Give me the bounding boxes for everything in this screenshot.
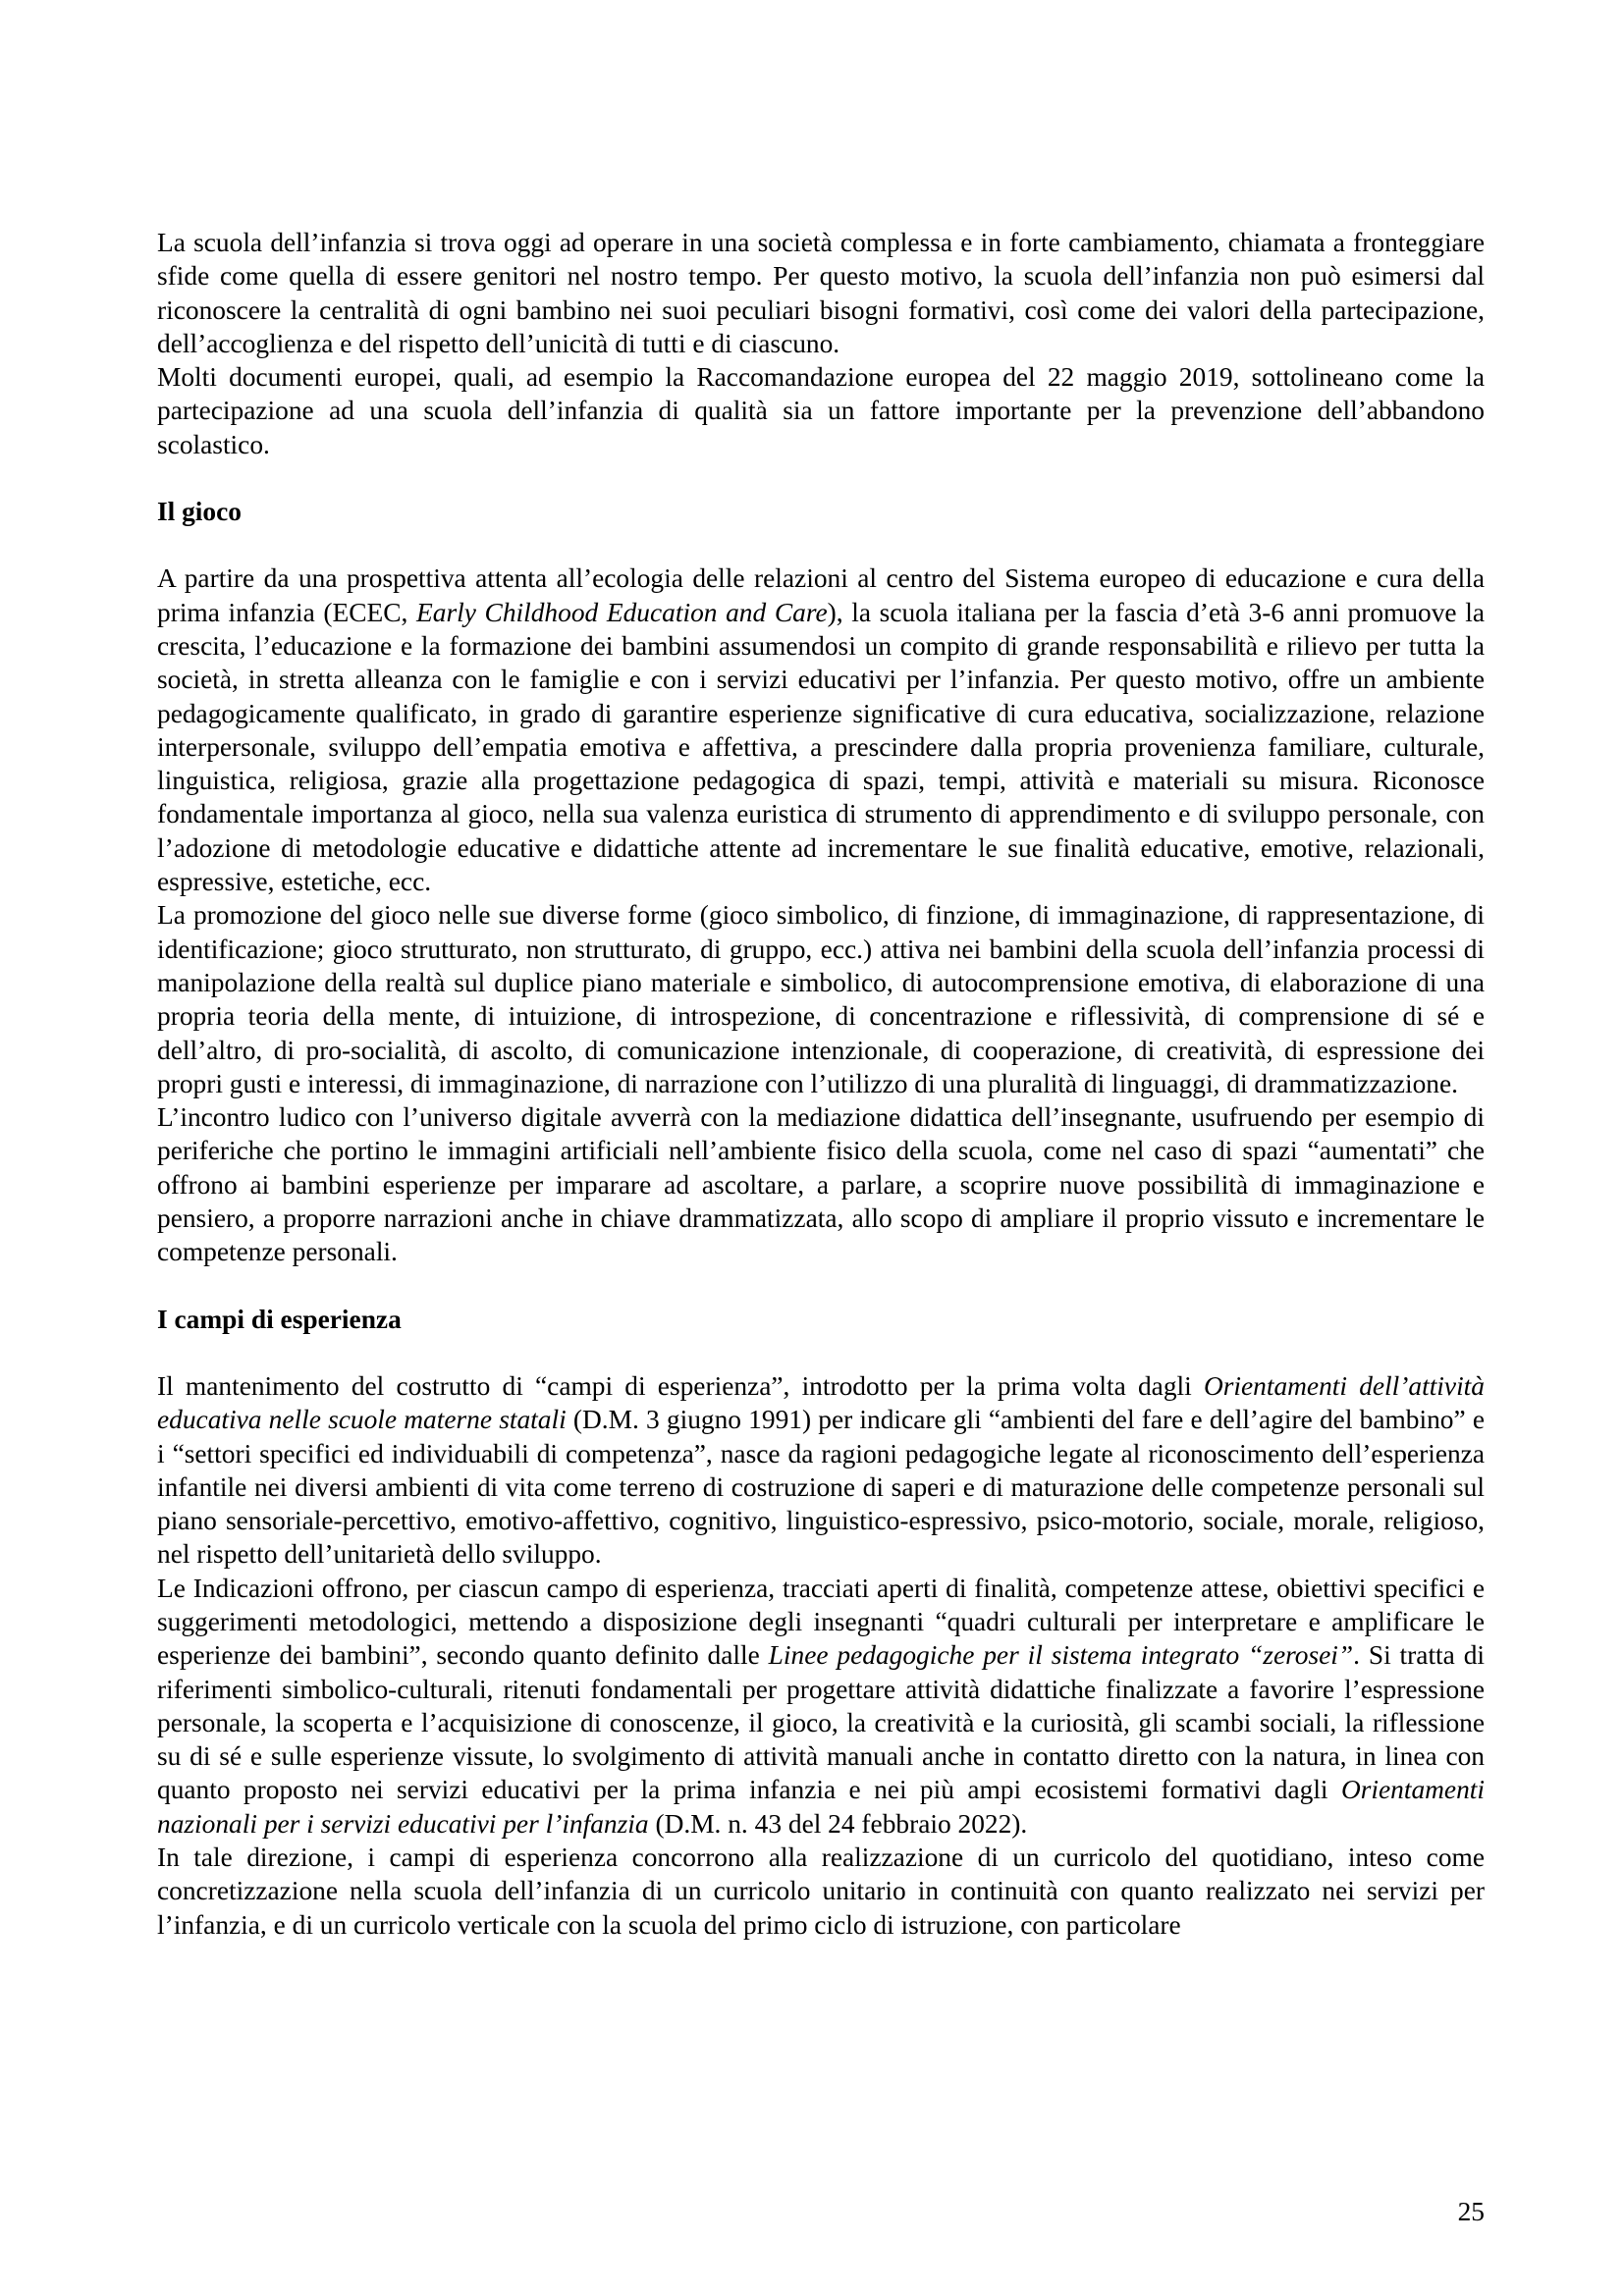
campi-p2-text-e: (D.M. n. 43 del 24 febbraio 2022). bbox=[648, 1808, 1028, 1839]
campi-p2-text-c: . Si tratta di riferimenti simbolico-culturali, ritenuti fondamentali per progettare attività didattiche finalizzate a favorire l’espressione personale, la scoperta e l’acquisizione di conoscenze, il gioco, la creatività e la curiosità, gli scambi sociali, la riflessione su di sé e sulle esperienze vissute, lo svolgimento di attività manuali anche in contatto diretto con la natura, in linea con quanto proposto nei servizi educativi per la prima infanzia e nei più ampi ecosistemi formativi dagli bbox=[157, 1640, 1485, 1805]
heading-campi-di-esperienza: I campi di esperienza bbox=[157, 1304, 402, 1334]
campi-p1-text-a: Il mantenimento del costrutto di “campi di esperienza”, introdotto per la prima volta dagli bbox=[157, 1370, 1204, 1401]
campi-paragraph-2 bbox=[157, 1572, 1485, 1841]
campi-p2-italic-orientamenti-nazionali: Orientamenti nazionali per i servizi educativi per l’infanzia bbox=[157, 1775, 1485, 1839]
page-number: 25 bbox=[1457, 2197, 1485, 2226]
campi-p2-text-a: Le Indicazioni offrono, per ciascun campo di esperienza, tracciati aperti di finalità, competenze attese, obiettivi specifici e suggerimenti metodologici, mettendo a disposizione degli insegnanti “quadri culturali per interpretare e amplificare le esperienze dei bambini”, secondo quanto definito dalle bbox=[157, 1573, 1485, 1671]
campi-paragraph-3: In tale direzione, i campi di esperienza concorrono alla realizzazione di un curricolo del quotidiano, inteso come concretizzazione nella scuola dell’infanzia di un curricolo unitario in continuità con quanto realizzato nei servizi per l’infanzia, e di un curricolo verticale con la scuola del primo ciclo di istruzione, con particolare bbox=[157, 1842, 1485, 1940]
campi-p1-italic-orientamenti: Orientamenti dell’attività educativa nelle scuole materne statali bbox=[157, 1370, 1485, 1435]
gioco-paragraph-2: La promozione del gioco nelle sue diverse forme (gioco simbolico, di finzione, di immaginazione, di rappresentazione, di identificazione; gioco strutturato, non strutturato, di gruppo, ecc.) attiva nei bambini della scuola dell’infanzia processi di manipolazione della realtà sul duplice piano materiale e simbolico, di autocomprensione emotiva, di elaborazione di una propria teoria della mente, di intuizione, di introspezione, di concentrazione e riflessività, di comprensione di sé e dell’altro, di pro-socialità, di ascolto, di comunicazione intenzionale, di cooperazione, di creatività, di espressione dei propri gusti e interessi, di immaginazione, di narrazione con l’utilizzo di una pluralità di linguaggi, di drammatizzazione. bbox=[157, 900, 1485, 1098]
campi-paragraph-1 bbox=[157, 1369, 1485, 1572]
intro-paragraph-2: Molti documenti europei, quali, ad esempio la Raccomandazione europea del 22 maggio 2019, sottolineano come la partecipazione ad una scuola dell’infanzia di qualità sia un fattore importante per la prevenzione dell’abbandono scolastico. bbox=[157, 362, 1485, 459]
campi-p2-italic-linee: Linee pedagogiche per il sistema integrato “zerosei” bbox=[768, 1640, 1354, 1671]
document-body bbox=[157, 226, 1485, 1942]
heading-il-gioco: Il gioco bbox=[157, 497, 242, 527]
gioco-p1-text-c: ), la scuola italiana per la fascia d’età 3-6 anni promuove la crescita, l’educazione e la formazione dei bambini assumendosi un compito di grande responsabilità e rilievo per tutta la società, in stretta alleanza con le famiglie e con i servizi educativi per l’infanzia. Per questo motivo, offre un ambiente pedagogicamente qualificato, in grado di garantire esperienze significative di cura educativa, socializzazione, relazione interpersonale, sviluppo dell’empatia emotiva e affettiva, a prescindere dalla propria provenienza familiare, culturale, linguistica, religiosa, grazie alla progettazione pedagogica di spazi, tempi, attività e materiali su misura. Riconosce fondamentale importanza al gioco, nella sua valenza euristica di strumento di apprendimento e di sviluppo personale, con l’adozione di metodologie educative e didattiche attente ad incrementare le sue finalità educative, emotive, relazionali, espressive, estetiche, ecc. bbox=[157, 597, 1486, 897]
gioco-paragraph-1 bbox=[157, 561, 1485, 898]
gioco-p1-text-a: A partire da una prospettiva attenta all’ecologia delle relazioni al centro del Sistema europeo di educazione e cura della prima infanzia (ECEC, bbox=[157, 563, 1485, 627]
intro-paragraph-1: La scuola dell’infanzia si trova oggi ad operare in una società complessa e in forte cambiamento, chiamata a fronteggiare sfide come quella di essere genitori nel nostro tempo. Per questo motivo, la scuola dell’infanzia non può esimersi dal riconoscere la centralità di ogni bambino nei suoi peculiari bisogni formativi, così come dei valori della partecipazione, dell’accoglienza e del rispetto dell’unicità di tutti e di ciascuno. bbox=[157, 228, 1485, 358]
campi-p1-text-c: (D.M. 3 giugno 1991) per indicare gli “ambienti del fare e dell’agire del bambino” e i “settori specifici ed individuabili di competenza”, nasce da ragioni pedagogiche legate al riconoscimento dell’esperienza infantile nei diversi ambienti di vita come terreno di costruzione di saperi e di maturazione delle competenze personali sul piano sensoriale-percettivo, emotivo-affettivo, cognitivo, linguistico-espressivo, psico-motorio, sociale, morale, religioso, nel rispetto dell’unitarietà dello sviluppo. bbox=[157, 1405, 1485, 1570]
gioco-p1-italic-ecec: Early Childhood Education and Care bbox=[416, 597, 828, 627]
gioco-paragraph-3: L’incontro ludico con l’universo digitale avverrà con la mediazione didattica dell’insegnante, usufruendo per esempio di periferiche che portino le immagini artificiali nell’ambiente fisico della scuola, come nel caso di spazi “aumentati” che offrono ai bambini esperienze per imparare ad ascoltare, a parlare, a scoprire nuove possibilità di immaginazione e pensiero, a proporre narrazioni anche in chiave drammatizzata, allo scopo di ampliare il proprio vissuto e incrementare le competenze personali. bbox=[157, 1102, 1485, 1267]
